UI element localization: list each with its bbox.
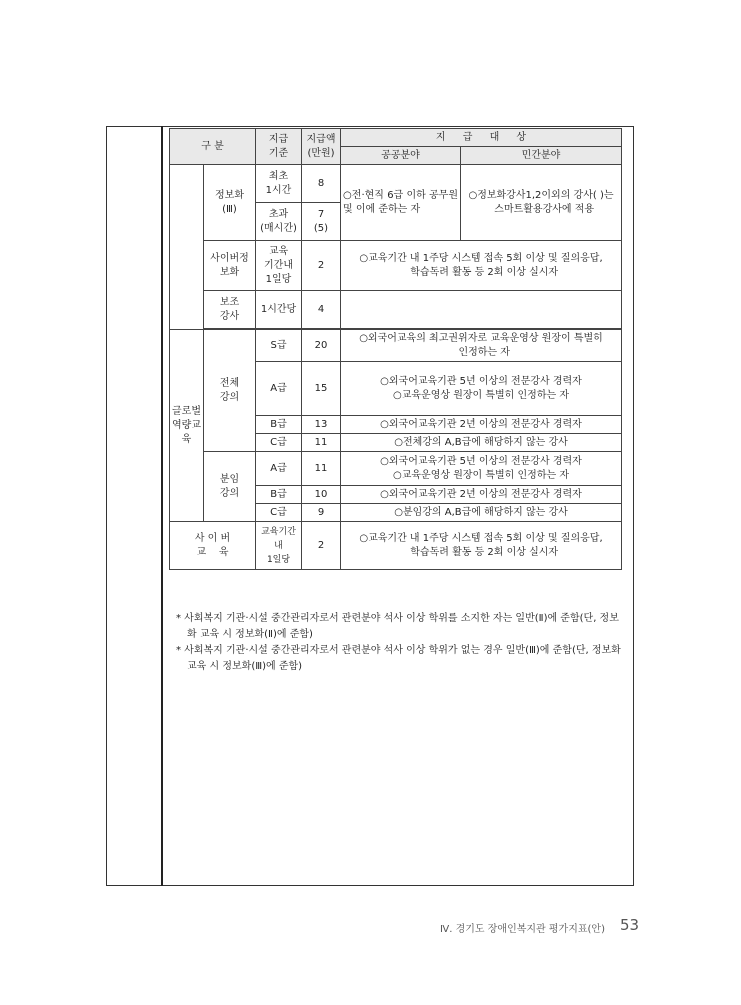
split-b-grade: B급: [256, 486, 302, 504]
split-c-grade: C급: [256, 504, 302, 522]
cyberedu-label: 사 이 버 교 육: [170, 522, 256, 570]
full-s-grade: S급: [256, 330, 302, 362]
full-c-target: ○전체강의 A,B급에 해당하지 않는 강사: [341, 434, 622, 452]
info3-public: ○전·현직 6급 이하 공무원 및 이에 준하는 자: [341, 165, 461, 241]
cyber-target: ○교육기간 내 1주당 시스템 접속 5회 이상 및 질의응답, 학습독려 활동 등 2회 이상 실시자: [341, 241, 622, 291]
global-label: 글로벌 역량교육: [170, 330, 204, 522]
split-a-target: ○외국어교육기관 5년 이상의 전문강사 경력자 ○교육운영상 원장이 특별히 인정하는 자: [341, 452, 622, 486]
full-b-target: ○외국어교육기관 2년 이상의 전문강사 경력자: [341, 416, 622, 434]
header-amount: 지급액 (만원): [302, 129, 341, 165]
split-c-target: ○분임강의 A,B급에 해당하지 않는 강사: [341, 504, 622, 522]
header-private: 민간분야: [461, 147, 622, 165]
cyber-std: 교육 기간내 1일당: [256, 241, 302, 291]
payment-table: [169, 128, 622, 570]
frame-divider: [161, 126, 163, 886]
footnotes: [176, 611, 626, 675]
footnote-1: * 사회복지 기관·시설 중간관리자로서 관련분야 석사 이상 학위를 소지한 자는 일반(Ⅱ)에 준함(단, 정보화 교육 시 정보화(Ⅱ)에 준함): [176, 613, 619, 640]
full-a-amt: 15: [302, 362, 341, 416]
assist-std: 1시간당: [256, 291, 302, 329]
full-a-grade: A급: [256, 362, 302, 416]
header-target: 지 급 대 상: [341, 129, 622, 147]
split-a-grade: A급: [256, 452, 302, 486]
full-c-grade: C급: [256, 434, 302, 452]
full-c-amt: 11: [302, 434, 341, 452]
full-a-target: ○외국어교육기관 5년 이상의 전문강사 경력자 ○교육운영상 원장이 특별히 인정하는 자: [341, 362, 622, 416]
split-b-amt: 10: [302, 486, 341, 504]
info3-extra-std: 초과 (매시간): [256, 203, 302, 241]
info3-extra-amt: 7 (5): [302, 203, 341, 241]
full-lecture-label: 전체 강의: [204, 330, 256, 452]
split-c-amt: 9: [302, 504, 341, 522]
cyberedu-amt: 2: [302, 522, 341, 570]
info3-label: 정보화 (Ⅲ): [204, 165, 256, 241]
cyber-label: 사이버정 보화: [204, 241, 256, 291]
split-b-target: ○외국어교육기관 2년 이상의 전문강사 경력자: [341, 486, 622, 504]
cyber-amt: 2: [302, 241, 341, 291]
cyberedu-std: 교육기간내 1일당: [256, 522, 302, 570]
full-s-amt: 20: [302, 330, 341, 362]
full-b-grade: B급: [256, 416, 302, 434]
header-category: 구 분: [170, 129, 256, 165]
header-standard: 지급 기준: [256, 129, 302, 165]
footnote-2: * 사회복지 기관·시설 중간관리자로서 관련분야 석사 이상 학위가 없는 경우 일반(Ⅲ)에 준함(단, 정보화 교육 시 정보화(Ⅲ)에 준함): [176, 645, 621, 672]
payment-table-container: [169, 128, 621, 570]
group-info-blank: [170, 165, 204, 330]
info3-first-std: 최초 1시간: [256, 165, 302, 203]
assist-label: 보조 강사: [204, 291, 256, 329]
split-a-amt: 11: [302, 452, 341, 486]
full-s-target: ○외국어교육의 최고권위자로 교육운영상 원장이 특별히 인정하는 자: [341, 330, 622, 362]
info3-private: ○정보화강사1,2이외의 강사( )는 스마트활용강사에 적용: [461, 165, 622, 241]
assist-target: [341, 291, 622, 329]
assist-amt: 4: [302, 291, 341, 329]
page-number: 53: [620, 916, 640, 934]
full-b-amt: 13: [302, 416, 341, 434]
page-footer-title: Ⅳ. 경기도 장애인복지관 평가지표(안): [440, 924, 605, 935]
split-lecture-label: 분임 강의: [204, 452, 256, 522]
info3-first-amt: 8: [302, 165, 341, 203]
header-public: 공공분야: [341, 147, 461, 165]
cyberedu-target: ○교육기간 내 1주당 시스템 접속 5회 이상 및 질의응답, 학습독려 활동 등 2회 이상 실시자: [341, 522, 622, 570]
